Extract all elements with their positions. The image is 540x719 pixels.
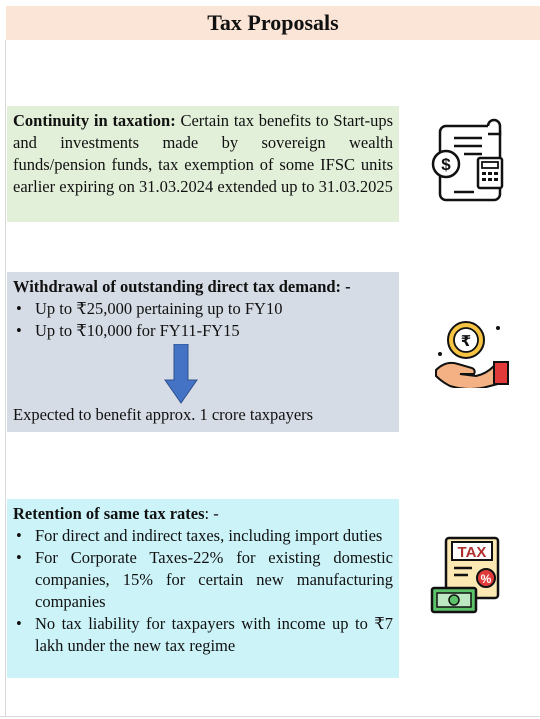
list-item: • No tax liability for taxpayers with income up to ₹7 lakh under the new tax regime — [13, 613, 393, 657]
list-item: • Up to ₹25,000 pertaining up to FY10 — [13, 298, 393, 320]
tax-document-calculator-icon — [428, 118, 508, 202]
rupee-glyph: ₹ — [460, 332, 472, 350]
page-title: Tax Proposals — [207, 10, 339, 35]
tax-form-money-icon — [430, 534, 502, 616]
retention-heading: Retention of same tax rates — [13, 504, 205, 523]
down-arrow-icon — [164, 344, 198, 404]
withdrawal-list — [13, 298, 393, 342]
percent-glyph: % — [480, 572, 492, 586]
list-item: • Up to ₹10,000 for FY11-FY15 — [13, 320, 393, 342]
bottom-border — [0, 716, 540, 717]
continuity-body: Certain tax benefits to Start-ups and investments made by sovereign wealth funds/pension funds, tax exemption of some IFSC units earlier expiring on 31.03.2024 extended up to 31.03.2025 — [13, 111, 393, 196]
list-item: • For direct and indirect taxes, including import duties — [13, 525, 393, 547]
dollar-glyph: $ — [441, 155, 451, 174]
retention-section — [7, 499, 399, 678]
withdrawal-footnote: Expected to benefit approx. 1 crore taxpayers — [13, 405, 314, 424]
continuity-section — [7, 106, 399, 222]
retention-heading-suffix: : - — [204, 504, 219, 523]
left-border — [5, 40, 6, 716]
title-bar — [6, 6, 540, 40]
continuity-heading: Continuity in taxation: — [13, 111, 176, 130]
tax-badge-text: TAX — [457, 544, 487, 561]
retention-list — [13, 525, 393, 657]
list-item: • For Corporate Taxes-22% for existing domestic companies, 15% for certain new manufacturing companies — [13, 547, 393, 613]
withdrawal-heading: Withdrawal of outstanding direct tax demand: - — [13, 277, 351, 296]
rupee-coin-hand-icon — [432, 318, 512, 388]
